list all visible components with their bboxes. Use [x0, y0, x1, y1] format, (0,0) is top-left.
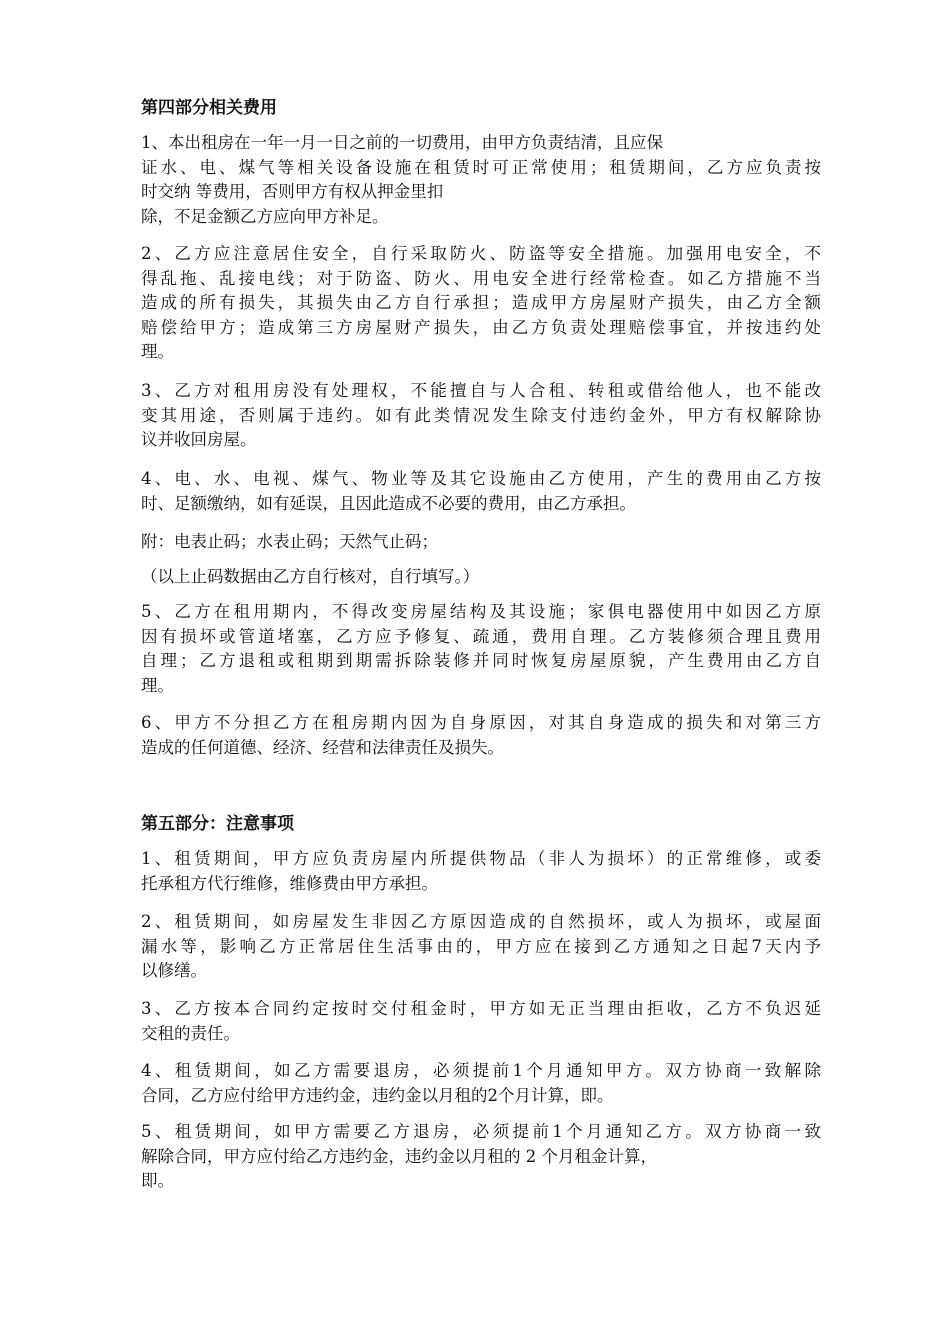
text-line: 造成的任何道德、经济、经营和法律责任及损失。	[141, 737, 504, 757]
text-line: 时交纳 等费用，否则甲方有权从押金里扣	[141, 182, 444, 201]
text-line: 4、电、水、电视、煤气、物业等及其它设施由乙方使用，产生的费用由乙方按	[141, 469, 821, 488]
text-line: 得乱拖、乱接电线；对于防盗、防火、用电安全进行经常检查。如乙方措施不当	[141, 268, 821, 288]
section4-title: 第四部分相关费用	[141, 98, 277, 118]
section5-title: 第五部分：注意事项	[141, 814, 294, 834]
text-line: 合同，乙方应付给甲方违约金，违约金以月租的2个月计算，即。	[141, 1085, 614, 1105]
text-line: 1、本出租房在一年一月一日之前的一切费用，由甲方负责结清，且应保	[141, 133, 663, 152]
text-line: 托承租方代行维修，维修费由甲方承担。	[141, 873, 438, 893]
text-line: 自理；乙方退租或租期到期需拆除装修并同时恢复房屋原貌，产生费用由乙方自	[141, 651, 821, 670]
section5-paragraph-3	[141, 997, 821, 1046]
text-line: 漏水等，影响乙方正常居住生活事由的，甲方应在接到乙方通知之日起7天内予	[141, 936, 821, 956]
section4-paragraph-5	[141, 600, 821, 698]
text-line: 4、租赁期间，如乙方需要退房，必须提前1个月通知甲方。双方协商一致解除	[141, 1061, 821, 1080]
text-line: （以上止码数据由乙方自行核对，自行填写。）	[141, 567, 480, 586]
text-line: 理。	[141, 675, 174, 695]
text-line: 1、租赁期间，甲方应负责房屋内所提供物品（非人为损坏）的正常维修，或委	[141, 849, 821, 868]
text-line: 交租的责任。	[141, 1023, 240, 1043]
meter-readings-note	[141, 530, 821, 555]
text-line: 即。	[141, 1171, 174, 1190]
section5-paragraph-5	[141, 1120, 821, 1194]
section4-paragraph-4	[141, 467, 821, 516]
text-line: 变其用途，否则属于违约。如有此类情况发生除支付违约金外，甲方有权解除协	[141, 405, 821, 425]
section4-paragraph-2	[141, 242, 821, 365]
text-line: 2、乙方应注意居住安全，自行采取防火、防盗等安全措施。加强用电安全，不	[141, 244, 821, 263]
text-line: 3、乙方按本合同约定按时交付租金时，甲方如无正当理由拒收，乙方不负迟延	[141, 999, 821, 1018]
text-line: 5、乙方在租用期内，不得改变房屋结构及其设施；家俱电器使用中如因乙方原	[141, 602, 821, 621]
section5-paragraph-1	[141, 847, 821, 896]
text-line: 解除合同，甲方应付给乙方违约金，违约金以月租的 2 个月租金计算，	[141, 1146, 657, 1166]
text-line: 5、租赁期间，如甲方需要乙方退房，必须提前1个月通知乙方。双方协商一致	[141, 1122, 821, 1141]
text-line: 议并收回房屋。	[141, 430, 257, 449]
text-line: 造成的所有损失，其损失由乙方自行承担；造成甲方房屋财产损失，由乙方全额	[141, 293, 821, 312]
text-line: 3、乙方对租用房没有处理权，不能擅自与人合租、转租或借给他人，也不能改	[141, 381, 821, 400]
text-line: 除，不足金额乙方应向甲方补足。	[141, 206, 389, 226]
text-line: 6、甲方不分担乙方在租房期内因为自身原因，对其自身造成的损失和对第三方	[141, 713, 821, 732]
section5-paragraph-2	[141, 910, 821, 984]
section4-paragraph-1	[141, 131, 821, 229]
text-line: 证水、电、煤气等相关设备设施在租赁时可正常使用；租赁期间，乙方应负责按	[141, 157, 821, 177]
text-line: 理。	[141, 342, 174, 361]
section4-paragraph-3	[141, 379, 821, 453]
text-line: 以修缮。	[141, 961, 207, 980]
meter-readings-remark	[141, 565, 821, 590]
text-line: 2、租赁期间，如房屋发生非因乙方原因造成的自然损坏，或人为损坏，或屋面	[141, 912, 821, 931]
section5-paragraph-4	[141, 1059, 821, 1108]
text-line: 因有损坏或管道堵塞，乙方应予修复、疏通，费用自理。乙方装修须合理且费用	[141, 626, 821, 646]
text-line: 赔偿给甲方；造成第三方房屋财产损失，由乙方负责处理赔偿事宜，并按违约处	[141, 317, 821, 337]
text-line: 附：电表止码；水表止码；天然气止码；	[141, 532, 438, 551]
section4-paragraph-6	[141, 711, 821, 760]
text-line: 时、足额缴纳，如有延误，且因此造成不必要的费用，由乙方承担。	[141, 493, 636, 513]
